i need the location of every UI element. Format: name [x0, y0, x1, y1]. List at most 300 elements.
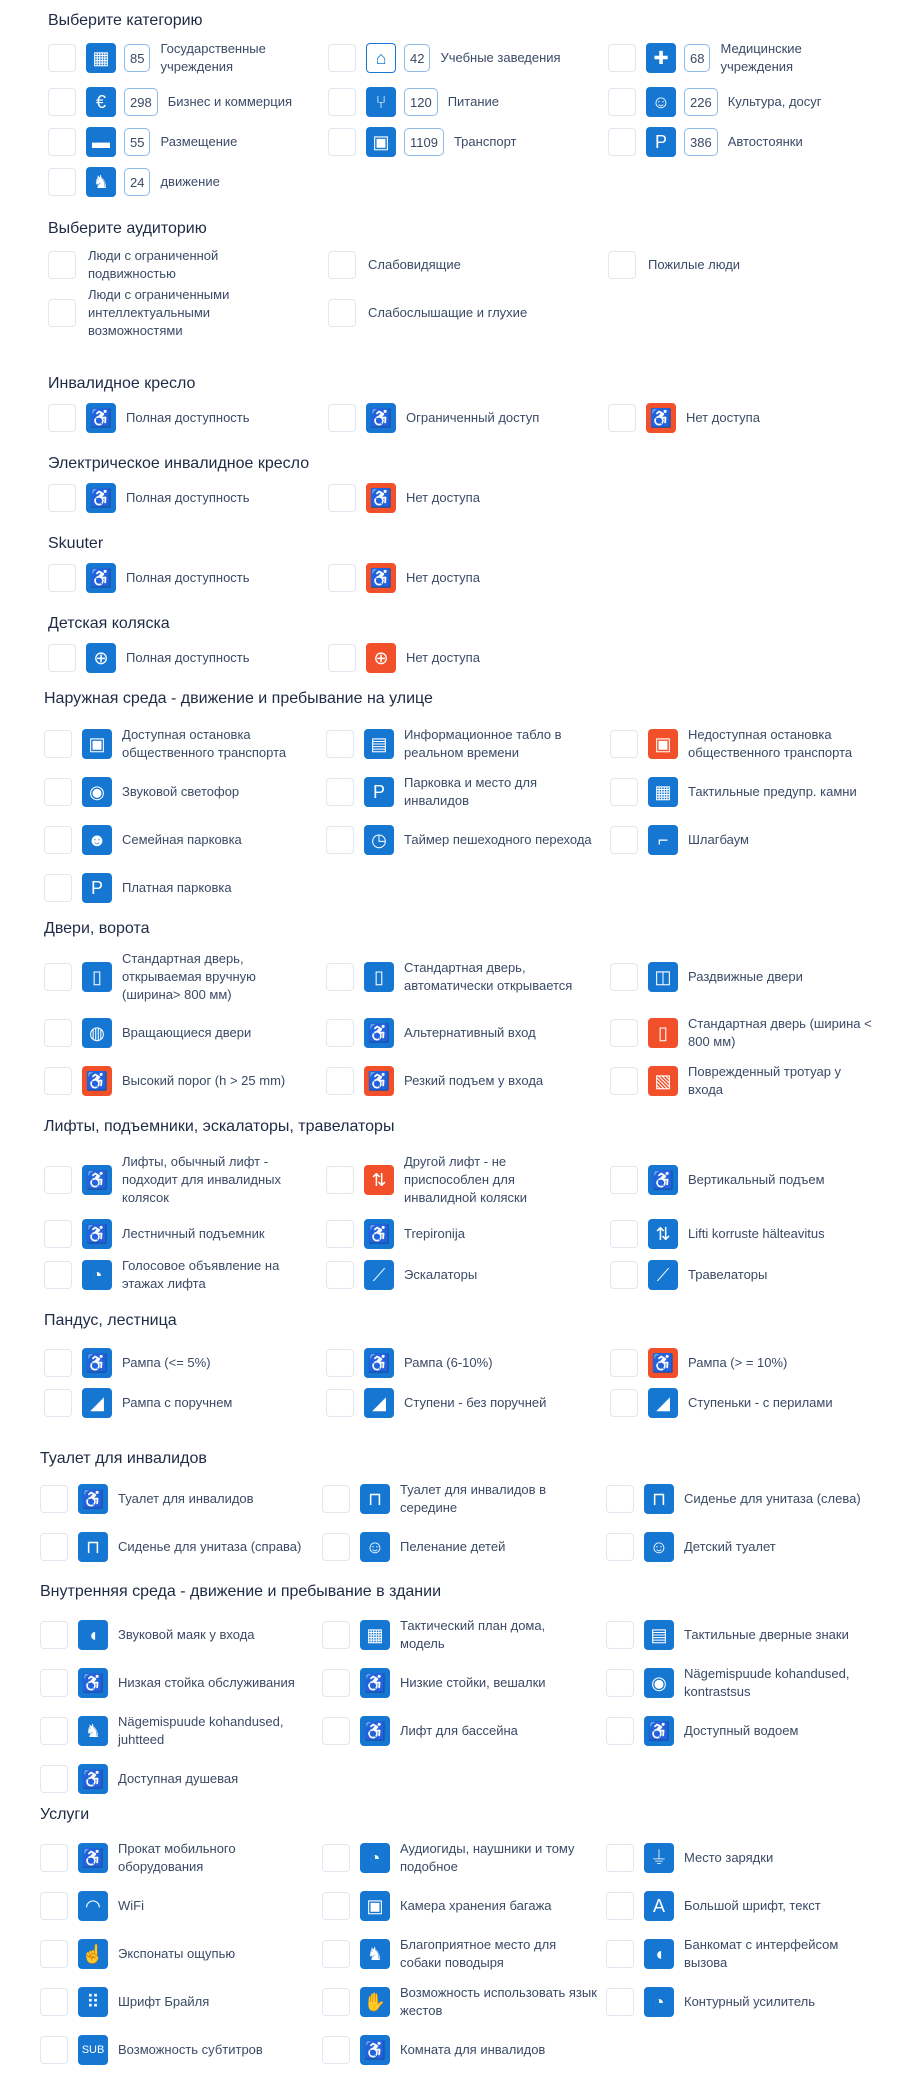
- toilet-seat-right-icon: ⊓: [78, 1532, 108, 1562]
- mobility-rental-icon: ♿: [78, 1843, 108, 1873]
- option-label: Рампа (> = 10%): [688, 1355, 788, 1370]
- stairs-handrail-icon: ◢: [648, 1388, 678, 1418]
- filter-option[interactable]: [610, 1015, 878, 1051]
- filter-option[interactable]: [322, 1713, 590, 1749]
- filter-option[interactable]: [328, 400, 606, 436]
- filter-option[interactable]: [48, 84, 318, 120]
- filter-checkbox[interactable]: [326, 826, 354, 854]
- filter-option[interactable]: [322, 1936, 600, 1972]
- wheelchair-elevator-icon: ♿: [82, 1165, 112, 1195]
- stairs-no-handrail-icon: ◢: [364, 1388, 394, 1418]
- filter-checkbox[interactable]: [326, 1067, 354, 1095]
- filter-checkbox[interactable]: [328, 404, 356, 432]
- filter-option[interactable]: [40, 1761, 308, 1797]
- filter-checkbox[interactable]: [322, 2036, 350, 2064]
- filter-option[interactable]: [326, 1257, 574, 1293]
- filter-option[interactable]: [610, 1162, 878, 1198]
- option-label: Низкие стойки, вешалки: [400, 1675, 546, 1690]
- filter-option[interactable]: [608, 400, 886, 436]
- filter-checkbox[interactable]: [610, 730, 638, 758]
- filter-checkbox[interactable]: [328, 88, 356, 116]
- pedestrian-icon: ♞: [86, 167, 116, 197]
- filter-checkbox[interactable]: [328, 644, 356, 672]
- filter-option[interactable]: [328, 84, 598, 120]
- filter-checkbox[interactable]: [608, 251, 636, 279]
- filter-checkbox[interactable]: [606, 1533, 634, 1561]
- option-label: Доступный водоем: [684, 1723, 799, 1738]
- alternative-entrance-icon: ♿: [364, 1018, 394, 1048]
- filter-checkbox[interactable]: [328, 251, 356, 279]
- option-label: Высокий порог (h > 25 mm): [122, 1073, 286, 1088]
- revolving-door-icon: ◍: [82, 1018, 112, 1048]
- filter-option[interactable]: [40, 1713, 308, 1749]
- filter-checkbox[interactable]: [40, 1940, 68, 1968]
- option-label: Рампа (<= 5%): [122, 1355, 211, 1370]
- option-label: Слабовидящие: [368, 257, 461, 272]
- tactile-door-signs-icon: ▤: [644, 1620, 674, 1650]
- narrow-door-icon: ▯: [648, 1018, 678, 1048]
- steep-entrance-icon: ♿: [364, 1066, 394, 1096]
- non-accessible-elevator-icon: ⇅: [364, 1165, 394, 1195]
- filter-option[interactable]: [322, 1529, 590, 1565]
- large-font-icon: A: [644, 1891, 674, 1921]
- filter-checkbox[interactable]: [48, 404, 76, 432]
- filter-option[interactable]: [328, 560, 606, 596]
- filter-option[interactable]: [610, 1063, 878, 1099]
- charging-plug-icon: ⏚: [644, 1843, 674, 1873]
- option-label: Тактический план дома, модель: [400, 1618, 546, 1651]
- filter-checkbox[interactable]: [40, 1765, 68, 1793]
- option-label: Лифты, обычный лифт - подходит для инвалидных колясок: [122, 1154, 281, 1205]
- central-toilet-icon: ⊓: [360, 1484, 390, 1514]
- filter-option[interactable]: [608, 40, 870, 76]
- filter-option[interactable]: [326, 959, 604, 995]
- option-label: Медицинские учреждения: [720, 41, 802, 74]
- filter-option[interactable]: [610, 1257, 878, 1293]
- filter-option[interactable]: [606, 1984, 864, 2020]
- option-label: Звуковой маяк у входа: [118, 1627, 255, 1642]
- filter-option[interactable]: [326, 1063, 604, 1099]
- section-title: Услуги: [40, 1806, 90, 1823]
- option-label: Ступеньки - с перилами: [688, 1395, 833, 1410]
- option-label: Парковка и место для инвалидов: [404, 775, 537, 808]
- filter-checkbox[interactable]: [48, 44, 76, 72]
- filter-checkbox[interactable]: [44, 778, 72, 806]
- filter-option[interactable]: [48, 287, 248, 338]
- filter-option[interactable]: [40, 2032, 298, 2068]
- filter-checkbox[interactable]: [48, 299, 76, 327]
- filter-checkbox[interactable]: [322, 1669, 350, 1697]
- filter-checkbox[interactable]: [610, 778, 638, 806]
- filter-option[interactable]: [40, 1840, 298, 1876]
- filter-checkbox[interactable]: [40, 1669, 68, 1697]
- filter-checkbox[interactable]: [328, 484, 356, 512]
- filter-checkbox[interactable]: [328, 564, 356, 592]
- option-label: Вращающиеся двери: [122, 1025, 252, 1040]
- tactile-plan-icon: ▦: [360, 1620, 390, 1650]
- filter-checkbox[interactable]: [606, 1621, 634, 1649]
- filter-checkbox[interactable]: [40, 1844, 68, 1872]
- filter-checkbox[interactable]: [326, 1349, 354, 1377]
- filter-option[interactable]: [48, 164, 310, 200]
- option-label: Туалет для инвалидов: [118, 1491, 254, 1506]
- option-label: Lifti korruste hälteavitus: [688, 1226, 825, 1241]
- option-label: Шрифт Брайля: [118, 1994, 210, 2009]
- vertical-lift-icon: ♿: [648, 1165, 678, 1195]
- filter-checkbox[interactable]: [40, 1892, 68, 1920]
- section-title: Выберите категорию: [48, 12, 203, 29]
- filter-checkbox[interactable]: [326, 1019, 354, 1047]
- visual-contrast-icon: ◉: [644, 1668, 674, 1698]
- filter-option[interactable]: [328, 480, 606, 516]
- filter-option[interactable]: [606, 1481, 894, 1517]
- filter-checkbox[interactable]: [606, 1485, 634, 1513]
- filter-option[interactable]: [48, 124, 310, 160]
- option-label: Возможность использовать язык жестов: [400, 1985, 597, 2018]
- filter-option[interactable]: [608, 247, 808, 283]
- option-label: Доступная душевая: [118, 1771, 239, 1786]
- filter-option[interactable]: [606, 1713, 894, 1749]
- sign-language-icon: ✋: [360, 1987, 390, 2017]
- accessible-shower-icon: ♿: [78, 1764, 108, 1794]
- stroller-no-access-icon: ⊕: [366, 643, 396, 673]
- option-label: Люди с ограниченными интеллектуальными возможностями: [88, 287, 230, 338]
- filter-option[interactable]: [606, 1529, 894, 1565]
- filter-option[interactable]: [610, 726, 878, 762]
- luggage-storage-icon: ▣: [360, 1891, 390, 1921]
- option-label: Возможность субтитров: [118, 2042, 263, 2057]
- fork-knife-icon: ⑂: [366, 87, 396, 117]
- filter-checkbox[interactable]: [44, 730, 72, 758]
- option-label: Пожилые люди: [648, 257, 741, 272]
- option-label: Полная доступность: [126, 490, 250, 505]
- filter-option[interactable]: [326, 1345, 594, 1381]
- filter-option[interactable]: [48, 400, 326, 436]
- wheelchair-no-access-icon: ♿: [646, 403, 676, 433]
- inaccessible-bus-stop-icon: ▣: [648, 729, 678, 759]
- option-label: Питание: [447, 94, 500, 109]
- option-label: Доступная остановка общественного транспорта: [122, 727, 287, 760]
- filter-option[interactable]: [44, 1154, 302, 1205]
- crossing-timer-icon: ◷: [364, 825, 394, 855]
- filter-checkbox[interactable]: [606, 1892, 634, 1920]
- ramp-handrail-icon: ◢: [82, 1388, 112, 1418]
- filter-checkbox[interactable]: [44, 1220, 72, 1248]
- filter-checkbox[interactable]: [322, 1988, 350, 2016]
- filter-checkbox[interactable]: [610, 1067, 638, 1095]
- option-label: Nägemispuude kohandused, juhtteed: [118, 1714, 284, 1747]
- filter-checkbox[interactable]: [44, 826, 72, 854]
- filter-option[interactable]: [40, 1888, 298, 1924]
- filter-option[interactable]: [326, 726, 594, 762]
- filter-checkbox[interactable]: [610, 963, 638, 991]
- filter-checkbox[interactable]: [610, 1019, 638, 1047]
- filter-checkbox[interactable]: [44, 1019, 72, 1047]
- filter-option[interactable]: [610, 959, 878, 995]
- filter-option[interactable]: [326, 1216, 574, 1252]
- escalator-icon: ⟋: [364, 1260, 394, 1290]
- option-label: Ступени - без поручней: [404, 1395, 547, 1410]
- option-label: Люди с ограниченной подвижностью: [88, 248, 219, 281]
- filter-option[interactable]: [322, 1888, 600, 1924]
- filter-option[interactable]: [48, 640, 326, 676]
- filter-checkbox[interactable]: [328, 128, 356, 156]
- option-label: Рампа с поручнем: [122, 1395, 233, 1410]
- filter-checkbox[interactable]: [322, 1844, 350, 1872]
- option-label: Размещение: [160, 134, 238, 149]
- filter-option[interactable]: [44, 1385, 312, 1421]
- filter-option[interactable]: [40, 1481, 308, 1517]
- filter-option[interactable]: [44, 1216, 302, 1252]
- filter-checkbox[interactable]: [322, 1892, 350, 1920]
- option-label: Низкая стойка обслуживания: [118, 1675, 295, 1690]
- elevator-floor-announce-icon: ⇅: [648, 1219, 678, 1249]
- damaged-sidewalk-icon: ▧: [648, 1066, 678, 1096]
- filter-checkbox[interactable]: [328, 299, 356, 327]
- scooter-no-access-icon: ♿: [366, 563, 396, 593]
- low-racks-icon: ♿: [360, 1668, 390, 1698]
- filter-checkbox[interactable]: [48, 128, 76, 156]
- option-label: Таймер пешеходного перехода: [404, 832, 592, 847]
- filter-checkbox[interactable]: [606, 1844, 634, 1872]
- filter-checkbox[interactable]: [326, 778, 354, 806]
- filter-checkbox[interactable]: [326, 1389, 354, 1417]
- filter-option[interactable]: [326, 1385, 594, 1421]
- option-label: Тактильные дверные знаки: [684, 1627, 849, 1642]
- filter-checkbox[interactable]: [610, 1220, 638, 1248]
- section-title: Пандус, лестница: [44, 1312, 177, 1329]
- option-label: Травелаторы: [688, 1267, 768, 1282]
- section-title: Выберите аудиторию: [48, 220, 207, 237]
- filter-option[interactable]: [326, 1154, 574, 1205]
- option-label: Культура, досуг: [727, 94, 822, 109]
- filter-option[interactable]: [610, 1216, 878, 1252]
- filter-option[interactable]: [44, 1257, 302, 1293]
- filter-checkbox[interactable]: [326, 1166, 354, 1194]
- filter-option[interactable]: [610, 822, 878, 858]
- filter-checkbox[interactable]: [328, 44, 356, 72]
- audio-beacon-icon: ◖: [78, 1620, 108, 1650]
- option-label: Бизнес и коммерция: [167, 94, 292, 109]
- section-title: Туалет для инвалидов: [40, 1450, 207, 1467]
- filter-option[interactable]: [610, 1345, 878, 1381]
- government-building-icon: ▦: [86, 43, 116, 73]
- stair-lift-icon: ♿: [82, 1219, 112, 1249]
- filter-option[interactable]: [40, 1984, 298, 2020]
- section-title: Двери, ворота: [44, 920, 150, 937]
- filter-option[interactable]: [322, 2032, 600, 2068]
- filter-option[interactable]: [48, 480, 326, 516]
- filter-checkbox[interactable]: [48, 88, 76, 116]
- option-label: движение: [160, 174, 220, 189]
- count-badge: 55: [124, 128, 150, 156]
- child-toilet-icon: ☺: [644, 1532, 674, 1562]
- option-label: Камера хранения багажа: [400, 1898, 552, 1913]
- option-label: Слабослышащие и глухие: [368, 305, 528, 320]
- filter-option[interactable]: [44, 1063, 312, 1099]
- filter-checkbox[interactable]: [48, 644, 76, 672]
- filter-checkbox[interactable]: [326, 1261, 354, 1289]
- filter-checkbox[interactable]: [44, 1166, 72, 1194]
- filter-checkbox[interactable]: [40, 1485, 68, 1513]
- filter-checkbox[interactable]: [322, 1717, 350, 1745]
- filter-checkbox[interactable]: [606, 1940, 634, 1968]
- filter-checkbox[interactable]: [48, 168, 76, 196]
- filter-option[interactable]: [328, 247, 548, 283]
- option-label: Лестничный подъемник: [122, 1226, 265, 1241]
- option-label: Автостоянки: [727, 134, 803, 149]
- bed-icon: ▬: [86, 127, 116, 157]
- filter-checkbox[interactable]: [610, 1261, 638, 1289]
- option-label: Сиденье для унитаза (справа): [118, 1539, 302, 1554]
- toilet-seat-left-icon: ⊓: [644, 1484, 674, 1514]
- filter-checkbox[interactable]: [322, 1621, 350, 1649]
- filter-option[interactable]: [48, 560, 326, 596]
- sliding-door-icon: ◫: [648, 962, 678, 992]
- filter-option[interactable]: [608, 84, 878, 120]
- option-label: Информационное табло в реальном времени: [404, 727, 562, 760]
- filter-checkbox[interactable]: [326, 963, 354, 991]
- filter-checkbox[interactable]: [322, 1533, 350, 1561]
- filter-checkbox[interactable]: [40, 1988, 68, 2016]
- filter-option[interactable]: [40, 1665, 308, 1701]
- filter-checkbox[interactable]: [326, 730, 354, 758]
- count-badge: 298: [124, 88, 158, 116]
- filter-checkbox[interactable]: [44, 1349, 72, 1377]
- filter-option[interactable]: [44, 774, 312, 810]
- option-label: Раздвижные двери: [688, 969, 803, 984]
- accessible-room-icon: ♿: [360, 2035, 390, 2065]
- filter-option[interactable]: [48, 247, 248, 283]
- option-label: Альтернативный вход: [404, 1025, 536, 1040]
- filter-checkbox[interactable]: [44, 1389, 72, 1417]
- filter-checkbox[interactable]: [40, 2036, 68, 2064]
- filter-checkbox[interactable]: [44, 874, 72, 902]
- parking-icon: P: [646, 127, 676, 157]
- filter-option[interactable]: [44, 726, 312, 762]
- filter-option[interactable]: [40, 1936, 298, 1972]
- barrier-gate-icon: ⌐: [648, 825, 678, 855]
- filter-checkbox[interactable]: [610, 1389, 638, 1417]
- filter-checkbox[interactable]: [608, 44, 636, 72]
- filter-checkbox[interactable]: [48, 251, 76, 279]
- option-label: Учебные заведения: [440, 50, 561, 65]
- filter-checkbox[interactable]: [48, 564, 76, 592]
- filter-option[interactable]: [328, 124, 604, 160]
- option-label: Стандартная дверь, открываемая вручную (ширина> 800 мм): [122, 951, 256, 1002]
- option-label: Другой лифт - не приспособлен для инвалидной коляски: [404, 1154, 527, 1205]
- filter-checkbox[interactable]: [48, 484, 76, 512]
- filter-option[interactable]: [48, 40, 310, 76]
- accessible-bus-stop-icon: ▣: [82, 729, 112, 759]
- filter-checkbox[interactable]: [40, 1533, 68, 1561]
- option-label: Нет доступа: [406, 490, 480, 505]
- filter-checkbox[interactable]: [322, 1485, 350, 1513]
- filter-checkbox[interactable]: [326, 1220, 354, 1248]
- filter-option[interactable]: [44, 1015, 312, 1051]
- count-badge: 85: [124, 44, 150, 72]
- count-badge: 42: [404, 44, 430, 72]
- filter-option[interactable]: [326, 1015, 604, 1051]
- filter-checkbox[interactable]: [608, 404, 636, 432]
- filter-checkbox[interactable]: [322, 1940, 350, 1968]
- option-label: Платная парковка: [122, 880, 232, 895]
- filter-checkbox[interactable]: [610, 1166, 638, 1194]
- filter-option[interactable]: [606, 1888, 864, 1924]
- filter-checkbox[interactable]: [40, 1621, 68, 1649]
- filter-checkbox[interactable]: [606, 1669, 634, 1697]
- filter-option[interactable]: [44, 1345, 312, 1381]
- high-threshold-icon: ♿: [82, 1066, 112, 1096]
- filter-option[interactable]: [328, 295, 548, 331]
- filter-option[interactable]: [40, 1617, 308, 1653]
- filter-option[interactable]: [322, 1617, 590, 1653]
- filter-checkbox[interactable]: [44, 1261, 72, 1289]
- option-label: Полная доступность: [126, 410, 250, 425]
- option-label: Банкомат с интерфейсом вызова: [684, 1937, 839, 1970]
- wifi-icon: ◠: [78, 1891, 108, 1921]
- filter-option[interactable]: [606, 1936, 864, 1972]
- hospital-icon: ✚: [646, 43, 676, 73]
- filter-option[interactable]: [322, 1984, 600, 2020]
- filter-checkbox[interactable]: [606, 1717, 634, 1745]
- filter-option[interactable]: [606, 1665, 894, 1701]
- filter-checkbox[interactable]: [40, 1717, 68, 1745]
- filter-option[interactable]: [326, 822, 594, 858]
- filter-option[interactable]: [44, 951, 312, 1002]
- count-badge: 226: [684, 88, 718, 116]
- filter-option[interactable]: [606, 1617, 894, 1653]
- option-label: Полная доступность: [126, 650, 250, 665]
- accessible-water-icon: ♿: [644, 1716, 674, 1746]
- visual-guidance-icon: ♞: [78, 1716, 108, 1746]
- option-label: Прокат мобильного оборудования: [118, 1841, 236, 1874]
- section-title: Skuuter: [48, 535, 104, 552]
- filter-checkbox[interactable]: [44, 1067, 72, 1095]
- filter-option[interactable]: [606, 1840, 864, 1876]
- option-label: Экспонаты ощупью: [118, 1946, 236, 1961]
- filter-option[interactable]: [322, 1840, 600, 1876]
- filter-checkbox[interactable]: [606, 1988, 634, 2016]
- braille-icon: ⠿: [78, 1987, 108, 2017]
- section-title: Детская коляска: [48, 615, 170, 632]
- filter-checkbox[interactable]: [610, 1349, 638, 1377]
- filter-checkbox[interactable]: [608, 88, 636, 116]
- audio-guide-icon: ◔: [360, 1843, 390, 1873]
- filter-checkbox[interactable]: [44, 963, 72, 991]
- filter-option[interactable]: [44, 822, 312, 858]
- filter-option[interactable]: [610, 774, 878, 810]
- option-label: Пеленание детей: [400, 1539, 506, 1554]
- count-badge: 386: [684, 128, 718, 156]
- filter-option[interactable]: [326, 774, 594, 810]
- section-title: Инвалидное кресло: [48, 375, 196, 392]
- filter-option[interactable]: [44, 870, 312, 906]
- filter-checkbox[interactable]: [608, 128, 636, 156]
- filter-option[interactable]: [608, 124, 878, 160]
- filter-checkbox[interactable]: [610, 826, 638, 854]
- filter-option[interactable]: [322, 1665, 590, 1701]
- low-service-counter-icon: ♿: [78, 1668, 108, 1698]
- filter-option[interactable]: [322, 1481, 590, 1517]
- filter-option[interactable]: [610, 1385, 878, 1421]
- filter-option[interactable]: [328, 40, 590, 76]
- audio-traffic-light-icon: ◉: [82, 777, 112, 807]
- filter-option[interactable]: [328, 640, 606, 676]
- option-label: Место зарядки: [684, 1850, 774, 1865]
- tactile-paving-icon: ▦: [648, 777, 678, 807]
- filter-option[interactable]: [40, 1529, 308, 1565]
